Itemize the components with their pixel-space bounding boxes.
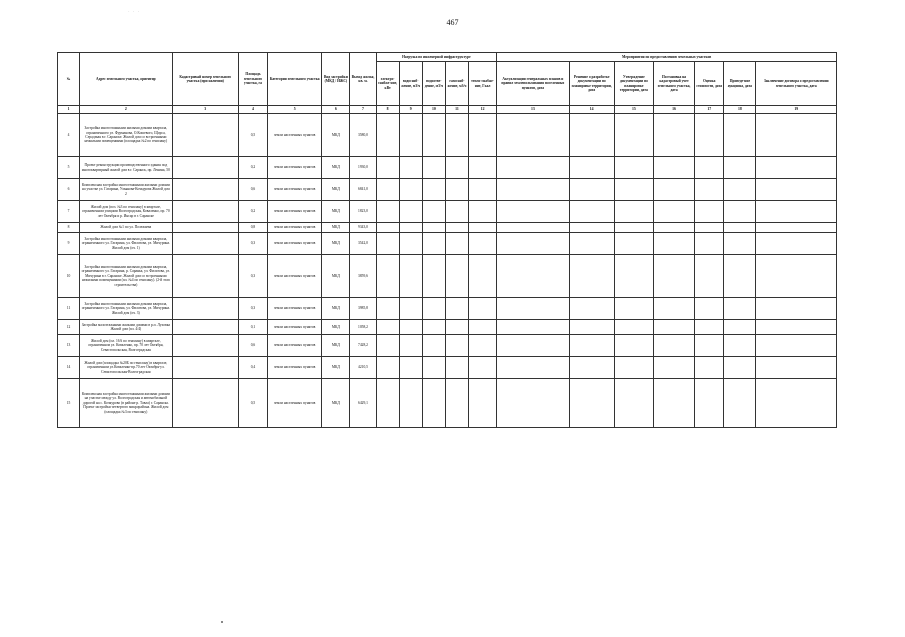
address-cell: Проект реконструкции производственного здания под многоквартирный жилой дом в г. Саранск, пр. Ленина, 50: [80, 157, 172, 179]
empty-cell: [653, 233, 694, 255]
empty-cell: [376, 379, 399, 428]
table-row: [58, 320, 837, 335]
build-type-cell: МКД: [322, 357, 350, 379]
empty-cell: [653, 379, 694, 428]
empty-cell: [399, 320, 422, 335]
empty-cell: [569, 320, 614, 335]
empty-cell: [497, 157, 569, 179]
empty-cell: [445, 298, 468, 320]
address-cell: Жилой дом (пл. 16А по генплану) в квартале, ограниченном ул. Коваленко, пр. 70 лет Октября, Севастопольская, Волгоградская: [80, 335, 172, 357]
empty-cell: [497, 298, 569, 320]
empty-cell: [756, 255, 837, 298]
empty-cell: [724, 379, 756, 428]
empty-cell: [445, 320, 468, 335]
empty-cell: [756, 335, 837, 357]
category-cell: земли населенных пунктов: [268, 298, 322, 320]
row-number: 11: [58, 298, 80, 320]
empty-cell: [445, 179, 468, 201]
cadastral-cell: [172, 179, 238, 201]
scan-speck: [221, 621, 223, 623]
empty-cell: [724, 335, 756, 357]
empty-cell: [422, 201, 445, 223]
empty-cell: [569, 114, 614, 157]
area-cell: 0,6: [238, 179, 267, 201]
empty-cell: [469, 320, 497, 335]
empty-cell: [469, 201, 497, 223]
empty-cell: [469, 379, 497, 428]
address-cell: Застройка многоэтажными жилыми домами квартала, ограниченного ул. Фурманова, О.Кошевого, Щорса, Серадзкая в г. Саранске. Жилой дом со встроенными нежилыми помещениями (площадка №2 по генплану): [80, 114, 172, 157]
cadastral-cell: [172, 114, 238, 157]
address-cell: Застройка многоэтажными жилыми домами квартала, ограниченного ул. Гагарина, ул. Филатова, ул. Мичурина. Жилой дом (оч. 1): [80, 233, 172, 255]
category-cell: земли населенных пунктов: [268, 114, 322, 157]
row-number: 14: [58, 357, 80, 379]
empty-cell: [653, 357, 694, 379]
empty-cell: [614, 223, 653, 233]
column-number: 2: [80, 106, 172, 114]
empty-cell: [653, 335, 694, 357]
column-number: 9: [399, 106, 422, 114]
empty-cell: [376, 201, 399, 223]
empty-cell: [724, 233, 756, 255]
table-row: [58, 201, 837, 223]
empty-cell: [653, 201, 694, 223]
empty-cell: [614, 357, 653, 379]
group-header-measures: Мероприятия по предоставлению земельных участков: [497, 53, 837, 62]
empty-cell: [724, 179, 756, 201]
empty-cell: [569, 298, 614, 320]
empty-cell: [653, 255, 694, 298]
area-cell: 0,6: [238, 335, 267, 357]
empty-cell: [469, 114, 497, 157]
cadastral-cell: [172, 157, 238, 179]
empty-cell: [399, 179, 422, 201]
empty-cell: [695, 201, 724, 223]
empty-cell: [614, 320, 653, 335]
col-header-cadastral: Кадастровый номер земельного участка (при наличии): [172, 53, 238, 106]
category-cell: земли населенных пунктов: [268, 255, 322, 298]
category-cell: земли населенных пунктов: [268, 379, 322, 428]
category-cell: земли населенных пунктов: [268, 201, 322, 223]
table-row: [58, 233, 837, 255]
empty-cell: [724, 223, 756, 233]
empty-cell: [399, 357, 422, 379]
address-cell: Жилой дом (поз. №3 по генплану) в квартале, ограниченном улицами Волгоградская, Коваленко, пр. 70 лет Октября и р. Инсар в г. Саранске: [80, 201, 172, 223]
housing-cell: 3985,8: [350, 298, 376, 320]
area-cell: 0,5: [238, 114, 267, 157]
row-number: 4: [58, 114, 80, 157]
empty-cell: [569, 233, 614, 255]
empty-cell: [695, 320, 724, 335]
empty-cell: [695, 157, 724, 179]
housing-cell: 4210,5: [350, 357, 376, 379]
page-number: 467: [446, 18, 459, 27]
column-number: 18: [724, 106, 756, 114]
empty-cell: [724, 157, 756, 179]
empty-cell: [724, 255, 756, 298]
col-header-contract: Заключение договора о предоставлении земельного участка, дата: [756, 62, 837, 106]
column-number: 5: [268, 106, 322, 114]
address-cell: Застройка многоэтажными жилыми домами квартала, ограниченного ул. Гагарина, ул. Филатова, ул. Мичурина. Жилой дом (оч. 3): [80, 298, 172, 320]
empty-cell: [497, 320, 569, 335]
col-header-auction: Проведе-ние аукциона, дата: [724, 62, 756, 106]
empty-cell: [376, 157, 399, 179]
address-cell: Комплексная застройка многоэтажными жилыми домами на участке между ул. Волгоградская и автомобильной дорогой на с. Кочкурово (в районе р. Тавла) г. Саранска. Проект застройки четвертого микрорайона. Жилой дом (площадка №3 по генплану): [80, 379, 172, 428]
empty-cell: [756, 114, 837, 157]
col-header-build-type: Вид застройки (МКД / ИЖС): [322, 53, 350, 106]
empty-cell: [569, 201, 614, 223]
housing-cell: 1930,0: [350, 157, 376, 179]
empty-cell: [756, 233, 837, 255]
row-number: 5: [58, 157, 80, 179]
empty-cell: [376, 335, 399, 357]
area-cell: 0,2: [238, 157, 267, 179]
table-row: [58, 179, 837, 201]
housing-cell: 9343,0: [350, 223, 376, 233]
empty-cell: [569, 379, 614, 428]
empty-cell: [614, 201, 653, 223]
empty-cell: [653, 114, 694, 157]
empty-cell: [569, 357, 614, 379]
empty-cell: [569, 255, 614, 298]
area-cell: 0,5: [238, 379, 267, 428]
empty-cell: [695, 114, 724, 157]
empty-cell: [399, 335, 422, 357]
empty-cell: [376, 255, 399, 298]
col-header-gas: газоснаб-жение, м3/ч: [445, 62, 468, 106]
empty-cell: [445, 201, 468, 223]
empty-cell: [653, 320, 694, 335]
empty-cell: [399, 379, 422, 428]
empty-cell: [497, 255, 569, 298]
cadastral-cell: [172, 335, 238, 357]
cadastral-cell: [172, 357, 238, 379]
empty-cell: [445, 357, 468, 379]
empty-cell: [695, 379, 724, 428]
category-cell: земли населенных пунктов: [268, 223, 322, 233]
empty-cell: [569, 335, 614, 357]
row-number: 8: [58, 223, 80, 233]
build-type-cell: МКД: [322, 255, 350, 298]
build-type-cell: МКД: [322, 114, 350, 157]
housing-cell: 1823,0: [350, 201, 376, 223]
empty-cell: [445, 114, 468, 157]
cadastral-cell: [172, 255, 238, 298]
empty-cell: [422, 255, 445, 298]
empty-cell: [399, 233, 422, 255]
col-header-plan-update: Актуализация генеральных планов и правил землепользования поселенных пунктов, дата: [497, 62, 569, 106]
cadastral-cell: [172, 201, 238, 223]
col-header-category: Категория земельного участка: [268, 53, 322, 106]
land-plots-table: [57, 52, 837, 428]
empty-cell: [422, 114, 445, 157]
empty-cell: [445, 379, 468, 428]
table-row: [58, 223, 837, 233]
housing-cell: 3580,0: [350, 114, 376, 157]
empty-cell: [756, 223, 837, 233]
empty-cell: [376, 223, 399, 233]
col-header-number: №: [58, 53, 80, 106]
column-number: 14: [569, 106, 614, 114]
column-number: 12: [469, 106, 497, 114]
column-number: 7: [350, 106, 376, 114]
empty-cell: [422, 223, 445, 233]
row-number: 10: [58, 255, 80, 298]
empty-cell: [445, 255, 468, 298]
table-row: [58, 379, 837, 428]
empty-cell: [653, 298, 694, 320]
col-header-drainage: водоотве-дение, м3/ч: [422, 62, 445, 106]
empty-cell: [569, 179, 614, 201]
empty-cell: [695, 255, 724, 298]
empty-cell: [497, 335, 569, 357]
empty-cell: [422, 357, 445, 379]
col-header-heat: тепло-снабже-ние, Гкал: [469, 62, 497, 106]
empty-cell: [724, 357, 756, 379]
empty-cell: [614, 179, 653, 201]
empty-cell: [756, 379, 837, 428]
group-header-infrastructure: Нагрузка по инженерной инфраструктуре: [376, 53, 497, 62]
empty-cell: [695, 179, 724, 201]
row-number: 9: [58, 233, 80, 255]
column-number: 11: [445, 106, 468, 114]
empty-cell: [756, 357, 837, 379]
empty-cell: [497, 233, 569, 255]
empty-cell: [376, 114, 399, 157]
build-type-cell: МКД: [322, 201, 350, 223]
table-row: [58, 114, 837, 157]
address-cell: Застройка малоэтажными жилыми домами в р.п. Луховка Жилой дом (пл. 4/4): [80, 320, 172, 335]
build-type-cell: МКД: [322, 157, 350, 179]
empty-cell: [653, 179, 694, 201]
empty-cell: [469, 157, 497, 179]
row-number: 13: [58, 335, 80, 357]
category-cell: земли населенных пунктов: [268, 320, 322, 335]
category-cell: земли населенных пунктов: [268, 335, 322, 357]
empty-cell: [422, 179, 445, 201]
category-cell: земли населенных пунктов: [268, 157, 322, 179]
address-cell: Жилой дом №1 по ул. Полежаева: [80, 223, 172, 233]
category-cell: земли населенных пунктов: [268, 357, 322, 379]
empty-cell: [695, 357, 724, 379]
empty-cell: [756, 320, 837, 335]
col-header-planning-decision: Решение о разработке документации по планировке территории, дата: [569, 62, 614, 106]
empty-cell: [376, 298, 399, 320]
empty-cell: [399, 298, 422, 320]
housing-cell: 7428,2: [350, 335, 376, 357]
empty-cell: [614, 157, 653, 179]
area-cell: 0,2: [238, 201, 267, 223]
col-header-cadastral-registration: Постановка на кадастровый учет земельного участка, дата: [653, 62, 694, 106]
empty-cell: [756, 179, 837, 201]
empty-cell: [569, 157, 614, 179]
empty-cell: [724, 114, 756, 157]
empty-cell: [497, 223, 569, 233]
empty-cell: [445, 157, 468, 179]
column-number: 19: [756, 106, 837, 114]
empty-cell: [445, 335, 468, 357]
empty-cell: [756, 157, 837, 179]
table-row: [58, 335, 837, 357]
empty-cell: [469, 179, 497, 201]
empty-cell: [445, 233, 468, 255]
row-number: 15: [58, 379, 80, 428]
area-cell: 0,3: [238, 298, 267, 320]
column-number: 10: [422, 106, 445, 114]
empty-cell: [614, 335, 653, 357]
empty-cell: [497, 179, 569, 201]
col-header-planning-approval: Утверждение документации по планировке территории, дата: [614, 62, 653, 106]
column-number: 6: [322, 106, 350, 114]
column-number: 8: [376, 106, 399, 114]
empty-cell: [614, 379, 653, 428]
empty-cell: [422, 157, 445, 179]
col-header-area: Площадь земельного участка, га: [238, 53, 267, 106]
area-cell: 0,3: [238, 255, 267, 298]
empty-cell: [497, 114, 569, 157]
empty-cell: [695, 223, 724, 233]
build-type-cell: МКД: [322, 223, 350, 233]
housing-cell: 3859,6: [350, 255, 376, 298]
empty-cell: [614, 298, 653, 320]
empty-cell: [469, 357, 497, 379]
row-number: 6: [58, 179, 80, 201]
area-cell: 0,3: [238, 233, 267, 255]
build-type-cell: МКД: [322, 233, 350, 255]
build-type-cell: МКД: [322, 320, 350, 335]
column-number: 15: [614, 106, 653, 114]
area-cell: 0,4: [238, 357, 267, 379]
empty-cell: [399, 114, 422, 157]
address-cell: Жилой дом (площадка №20Б по генплану) в квартале, ограниченном ул.Коваленко-пр.70 лет Октября-ул. Севастопольская-Волгоградская: [80, 357, 172, 379]
empty-cell: [569, 223, 614, 233]
build-type-cell: МКД: [322, 298, 350, 320]
housing-cell: 3542,0: [350, 233, 376, 255]
empty-cell: [445, 223, 468, 233]
empty-cell: [756, 298, 837, 320]
empty-cell: [653, 157, 694, 179]
table-row: [58, 157, 837, 179]
empty-cell: [422, 379, 445, 428]
table-row: [58, 255, 837, 298]
column-number: 16: [653, 106, 694, 114]
empty-cell: [399, 255, 422, 298]
empty-cell: [399, 201, 422, 223]
housing-cell: 1058,2: [350, 320, 376, 335]
empty-cell: [422, 298, 445, 320]
build-type-cell: МКД: [322, 179, 350, 201]
column-number: 13: [497, 106, 569, 114]
housing-cell: 6429,1: [350, 379, 376, 428]
cadastral-cell: [172, 320, 238, 335]
corner-mark: · · ·: [128, 10, 141, 15]
empty-cell: [422, 233, 445, 255]
empty-cell: [399, 157, 422, 179]
empty-cell: [724, 201, 756, 223]
empty-cell: [497, 201, 569, 223]
empty-cell: [376, 233, 399, 255]
empty-cell: [695, 298, 724, 320]
category-cell: земли населенных пунктов: [268, 179, 322, 201]
empty-cell: [469, 298, 497, 320]
empty-cell: [614, 233, 653, 255]
column-number-row: [58, 106, 837, 114]
empty-cell: [614, 255, 653, 298]
empty-cell: [497, 379, 569, 428]
empty-cell: [469, 233, 497, 255]
cadastral-cell: [172, 379, 238, 428]
housing-cell: 6841,0: [350, 179, 376, 201]
address-cell: Комплексная застройка многоэтажными жилыми домами на участке ул. Гагарина, Ульянова-Кочкурова Жилой дом 2: [80, 179, 172, 201]
empty-cell: [376, 357, 399, 379]
col-header-valuation: Оценка стоимости, дата: [695, 62, 724, 106]
column-number: 1: [58, 106, 80, 114]
table-row: [58, 357, 837, 379]
column-number: 17: [695, 106, 724, 114]
cadastral-cell: [172, 233, 238, 255]
empty-cell: [376, 320, 399, 335]
col-header-electricity: электро-снабже-ние, кВт: [376, 62, 399, 106]
category-cell: земли населенных пунктов: [268, 233, 322, 255]
col-header-water-supply: водоснаб-жение, м3/ч: [399, 62, 422, 106]
empty-cell: [422, 320, 445, 335]
empty-cell: [469, 335, 497, 357]
empty-cell: [614, 114, 653, 157]
empty-cell: [376, 179, 399, 201]
empty-cell: [724, 320, 756, 335]
column-number: 4: [238, 106, 267, 114]
empty-cell: [695, 335, 724, 357]
empty-cell: [399, 223, 422, 233]
area-cell: 0,8: [238, 223, 267, 233]
col-header-housing: Выход жилья, кв. м.: [350, 53, 376, 106]
empty-cell: [653, 223, 694, 233]
empty-cell: [469, 223, 497, 233]
empty-cell: [724, 298, 756, 320]
row-number: 7: [58, 201, 80, 223]
build-type-cell: МКД: [322, 335, 350, 357]
cadastral-cell: [172, 223, 238, 233]
empty-cell: [497, 357, 569, 379]
empty-cell: [695, 233, 724, 255]
col-header-address: Адрес земельного участка, ориентир: [80, 53, 172, 106]
build-type-cell: МКД: [322, 379, 350, 428]
address-cell: Застройка многоэтажными жилыми домами квартала, ограниченного ул. Гагарина, р. Саранка, ул. Филатова, ул. Мичурина в г. Саранске. Жилой дом со встроенными нежилыми помещениями (пл. №4 по генплану). (2-й этап строительства): [80, 255, 172, 298]
cadastral-cell: [172, 298, 238, 320]
empty-cell: [469, 255, 497, 298]
empty-cell: [422, 335, 445, 357]
empty-cell: [756, 201, 837, 223]
row-number: 12: [58, 320, 80, 335]
column-number: 3: [172, 106, 238, 114]
area-cell: 0,1: [238, 320, 267, 335]
table-row: [58, 298, 837, 320]
